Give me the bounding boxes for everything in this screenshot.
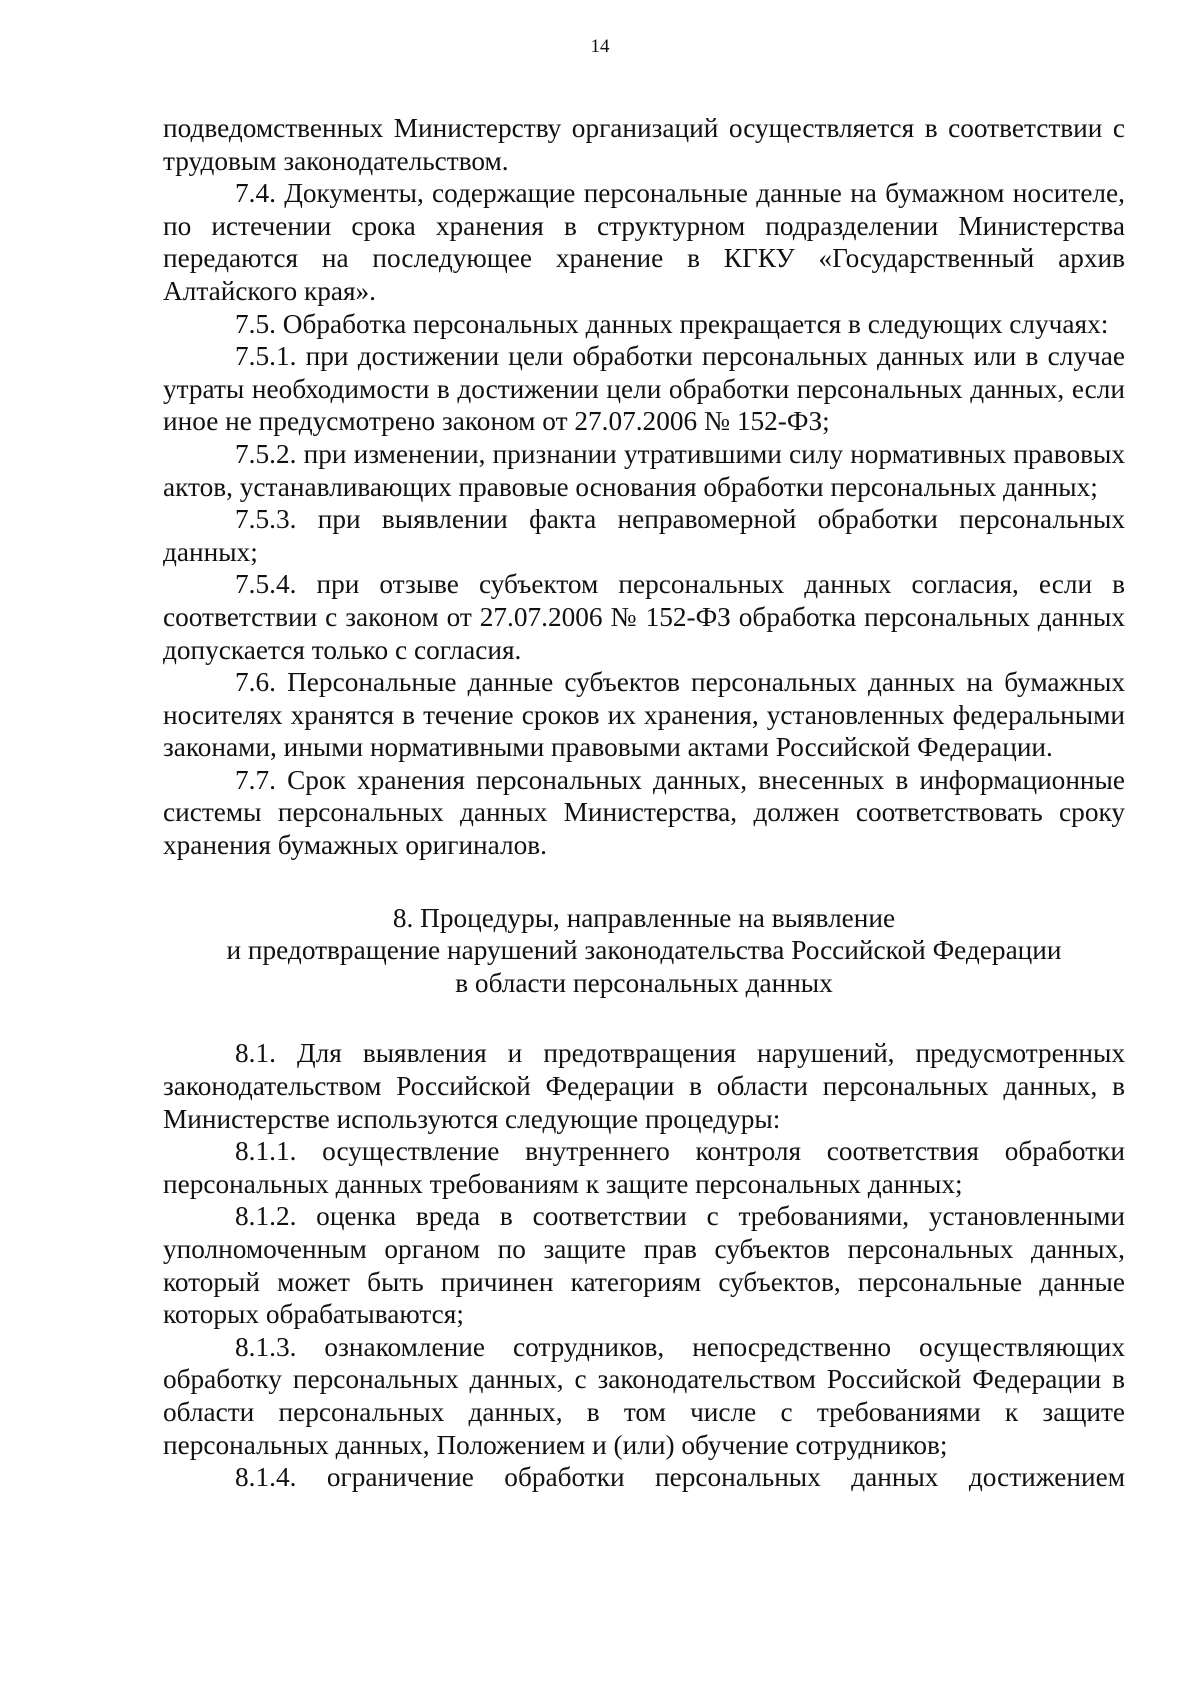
page-number: 14	[590, 36, 610, 57]
paragraph-7-7: 7.7. Срок хранения персональных данных, внесенных в информационные системы персональных данных Министерства, должен соответствовать сроку хранения бумажных оригиналов.	[163, 764, 1125, 861]
section-8-heading-line-2: и предотвращение нарушений законодательства Российской Федерации	[226, 935, 1062, 966]
paragraph-7-4: 7.4. Документы, содержащие персональные данные на бумажном носителе, по истечении срока хранения в структурном подразделении Министерства передаются на последующее хранение в КГКУ «Государственный архив Алтайского края».	[163, 178, 1125, 306]
paragraph-7-5-1: 7.5.1. при достижении цели обработки персональных данных или в случае утраты необходимости в достижении цели обработки персональных данных, если иное не предусмотрено законом от 27.07.2006 № 152-ФЗ;	[163, 341, 1125, 437]
section-8-heading-line-3: в области персональных данных	[455, 967, 833, 998]
section-8-heading	[163, 902, 1125, 1000]
document-body	[163, 112, 1125, 1494]
paragraph-7-5-3: 7.5.3. при выявлении факта неправомерной обработки персональных данных;	[163, 504, 1125, 567]
paragraph-8-1: 8.1. Для выявления и предотвращения нарушений, предусмотренных законодательством Российской Федерации в области персональных данных, в Министерстве используются следующие процедуры:	[163, 1038, 1125, 1134]
paragraph-8-1-3: 8.1.3. ознакомление сотрудников, непосредственно осуществляющих обработку персональных данных, с законодательством Российской Федерации в области персональных данных, в том числе с требованиями к защите персональных данных, Положением и (или) обучение сотрудников;	[163, 1331, 1125, 1460]
paragraph-8-1-4: 8.1.4. ограничение обработки персональных данных достижением	[235, 1462, 1125, 1493]
paragraph-7-5-2: 7.5.2. при изменении, признании утратившими силу нормативных правовых актов, устанавливающих правовые основания обработки персональных данных;	[163, 438, 1125, 502]
paragraph-7-6: 7.6. Персональные данные субъектов персональных данных на бумажных носителях хранятся в течение сроков их хранения, установленных федеральными законами, иными нормативными правовыми актами Российской Федерации.	[163, 667, 1125, 763]
paragraph-8-1-2: 8.1.2. оценка вреда в соответствии с требованиями, установленными уполномоченным органом по защите прав субъектов персональных данных, который может быть причинен категориям субъектов, персональные данные которых обрабатываются;	[163, 1201, 1125, 1330]
paragraph-continuation: подведомственных Министерству организаций осуществляется в соответствии с трудовым законодательством.	[163, 113, 1125, 176]
section-8-heading-line-1: 8. Процедуры, направленные на выявление	[392, 902, 896, 933]
paragraph-8-1-1: 8.1.1. осуществление внутреннего контроля соответствия обработки персональных данных требованиям к защите персональных данных;	[163, 1136, 1125, 1199]
paragraph-7-5: 7.5. Обработка персональных данных прекращается в следующих случаях:	[235, 308, 1109, 339]
paragraph-7-5-4: 7.5.4. при отзыве субъектом персональных данных согласия, если в соответствии с законом от 27.07.2006 № 152-ФЗ обработка персональных данных допускается только с согласия.	[163, 569, 1125, 665]
